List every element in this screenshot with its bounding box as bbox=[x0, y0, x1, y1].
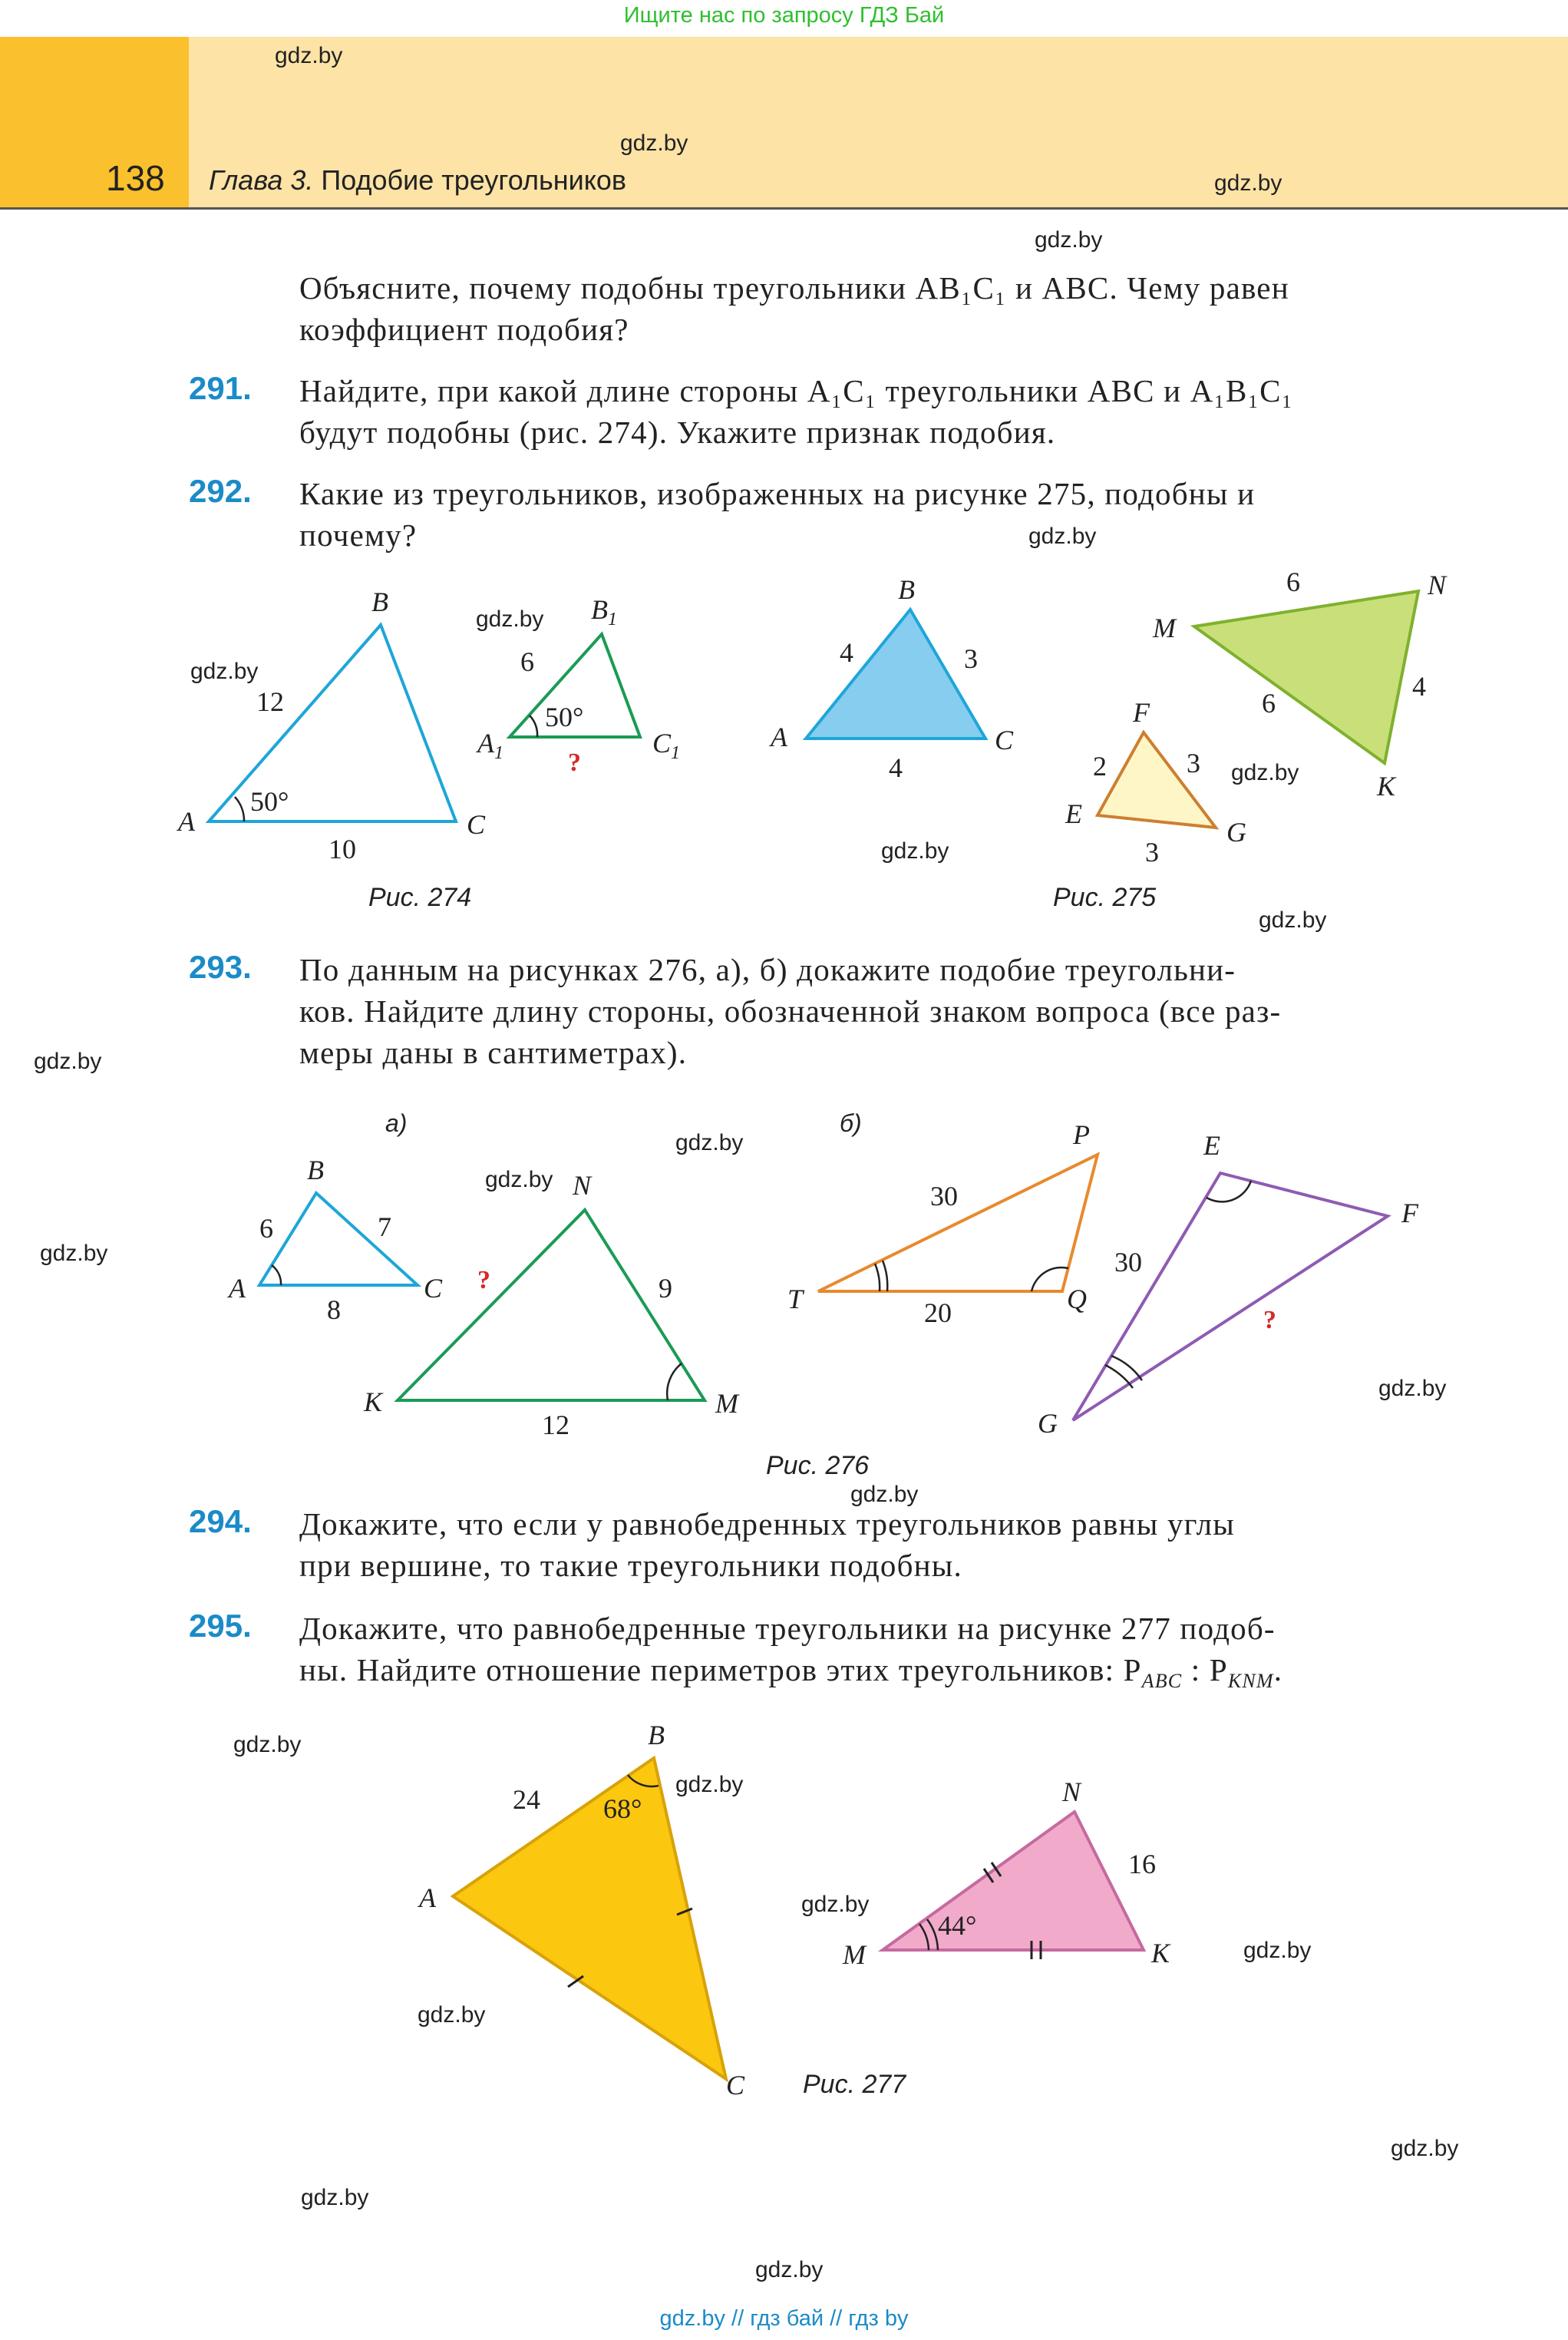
watermark: gdz.by bbox=[40, 1241, 108, 1266]
figure-caption: Рис. 277 bbox=[803, 2070, 906, 2099]
side-length: 16 bbox=[1128, 1849, 1156, 1879]
problem-number: 293. bbox=[189, 949, 252, 985]
chapter-heading bbox=[209, 164, 626, 197]
vertex-label: A bbox=[178, 806, 195, 837]
problem-line: будут подобны (рис. 274). Укажите признак подобия. bbox=[299, 415, 1056, 450]
watermark: gdz.by bbox=[1259, 907, 1327, 933]
problem-line: Найдите, при какой длине стороны A₁C₁ треугольники ABC и A₁B₁C₁ bbox=[299, 373, 1294, 408]
vertex-label: F bbox=[1133, 697, 1150, 728]
intro-paragraph bbox=[299, 267, 1451, 350]
watermark: gdz.by bbox=[418, 2002, 486, 2028]
angle-label: 50° bbox=[250, 786, 289, 817]
problem-line: Какие из треугольников, изображенных на рисунке 275, подобны и bbox=[299, 476, 1256, 511]
intro-line: Объясните, почему подобны треугольники AB₁C₁ и ABC. Чему равен bbox=[299, 270, 1289, 306]
intro-line: коэффициент подобия? bbox=[299, 312, 629, 347]
problem-line-part: ны. Найдите отношение периметров этих треугольников: P bbox=[299, 1652, 1142, 1687]
angle-arc bbox=[235, 797, 244, 821]
chapter-title: Подобие треугольников bbox=[321, 164, 627, 196]
vertex-label: $B_1$ bbox=[591, 594, 617, 630]
problem-line bbox=[299, 1649, 1451, 1702]
triangle-mnk-275 bbox=[1194, 591, 1418, 763]
subscript: ABC bbox=[1141, 1670, 1183, 1693]
side-length: 2 bbox=[1093, 751, 1107, 782]
watermark: gdz.by bbox=[801, 1892, 870, 1917]
vertex-label: P bbox=[1073, 1119, 1090, 1150]
page-number: 138 bbox=[106, 158, 165, 198]
vertex-label: M bbox=[715, 1388, 738, 1419]
watermark: gdz.by bbox=[675, 1130, 744, 1155]
side-length: 3 bbox=[964, 643, 978, 674]
triangle-abc-276a bbox=[259, 1193, 418, 1285]
watermark: gdz.by bbox=[233, 1732, 302, 1757]
watermark: gdz.by bbox=[485, 1167, 553, 1192]
subscript: KNM bbox=[1227, 1670, 1274, 1693]
vertex-label: B bbox=[648, 1720, 665, 1750]
problem-line: меры даны в сантиметрах). bbox=[299, 1035, 688, 1070]
vertex-label: K bbox=[364, 1386, 383, 1417]
unknown-mark: ? bbox=[568, 749, 581, 777]
watermark: gdz.by bbox=[850, 1482, 919, 1507]
triangle-knm-276a bbox=[398, 1210, 705, 1400]
figure-caption: Рис. 276 bbox=[766, 1451, 870, 1480]
angle-label: 68° bbox=[603, 1793, 642, 1824]
triangle-abc-277 bbox=[453, 1758, 726, 2079]
side-length: 6 bbox=[1286, 568, 1300, 597]
vertex-label: $C_1$ bbox=[652, 728, 681, 763]
watermark: gdz.by bbox=[476, 606, 544, 632]
problem-number: 292. bbox=[189, 473, 252, 509]
problem-line: Докажите, что равнобедренные треугольники на рисунке 277 подоб- bbox=[299, 1611, 1276, 1646]
watermark: gdz.by bbox=[1378, 1376, 1447, 1401]
vertex-label: T bbox=[787, 1284, 804, 1314]
side-length: 6 bbox=[520, 646, 534, 677]
figures-274-275 bbox=[0, 568, 1568, 929]
unknown-mark: ? bbox=[477, 1266, 490, 1294]
watermark: gdz.by bbox=[1243, 1938, 1312, 1963]
vertex-label: N bbox=[573, 1170, 592, 1201]
side-length: 3 bbox=[1145, 837, 1159, 868]
vertex-label: C bbox=[995, 725, 1014, 755]
vertex-label: B bbox=[307, 1155, 324, 1185]
watermark: gdz.by bbox=[620, 131, 688, 156]
angle-arc bbox=[883, 1261, 887, 1291]
subfigure-label: б) bbox=[840, 1109, 862, 1137]
figure-caption: Рис. 275 bbox=[1053, 883, 1157, 912]
problem-text bbox=[299, 1503, 1451, 1586]
vertex-label: C bbox=[467, 809, 486, 840]
watermark: gdz.by bbox=[881, 838, 949, 864]
bottom-links[interactable]: gdz.by // гдз бай // гдз by bbox=[659, 2306, 909, 2331]
figure-caption: Рис. 274 bbox=[368, 883, 472, 912]
side-length: 20 bbox=[924, 1297, 952, 1328]
side-length: 4 bbox=[840, 637, 853, 668]
angle-arc bbox=[667, 1363, 682, 1400]
problem-line: ков. Найдите длину стороны, обозначенной знаком вопроса (все раз- bbox=[299, 993, 1282, 1029]
side-length: 6 bbox=[259, 1213, 273, 1244]
unknown-mark: ? bbox=[1263, 1306, 1276, 1334]
vertex-label: N bbox=[1062, 1776, 1081, 1807]
vertex-label: A bbox=[771, 722, 787, 752]
problem-text bbox=[299, 949, 1451, 1073]
triangle-abc-274 bbox=[209, 625, 456, 821]
vertex-label: E bbox=[1065, 798, 1082, 829]
side-length: 3 bbox=[1187, 748, 1200, 778]
problem-number: 294. bbox=[189, 1503, 252, 1539]
watermark: gdz.by bbox=[1035, 227, 1103, 253]
watermark: gdz.by bbox=[1028, 524, 1097, 549]
side-length: 4 bbox=[889, 752, 903, 783]
side-length: 30 bbox=[1114, 1247, 1142, 1277]
figure-277 bbox=[0, 1712, 1568, 2111]
vertex-label: C bbox=[726, 2070, 745, 2100]
vertex-label: G bbox=[1226, 817, 1246, 848]
chapter-label: Глава 3. bbox=[209, 164, 314, 196]
angle-label: 44° bbox=[938, 1910, 977, 1941]
vertex-label: M bbox=[1153, 613, 1176, 643]
figure-276 bbox=[0, 1090, 1568, 1497]
watermark: gdz.by bbox=[1391, 2136, 1459, 2161]
watermark: gdz.by bbox=[1214, 170, 1282, 196]
vertex-label: M bbox=[843, 1939, 866, 1970]
header-divider bbox=[0, 207, 1568, 210]
problem-text bbox=[299, 1608, 1451, 1702]
vertex-label: G bbox=[1038, 1408, 1058, 1439]
watermark: gdz.by bbox=[34, 1049, 102, 1074]
side-length: 9 bbox=[659, 1273, 672, 1304]
vertex-label: A bbox=[229, 1273, 246, 1304]
vertex-label: F bbox=[1401, 1198, 1418, 1228]
angle-arc bbox=[530, 716, 537, 737]
vertex-label: K bbox=[1151, 1938, 1170, 1968]
side-length: 12 bbox=[542, 1410, 569, 1440]
vertex-label: $A_1$ bbox=[477, 728, 503, 763]
side-length: 10 bbox=[328, 834, 356, 864]
top-banner-text: Ищите нас по запросу ГДЗ Бай bbox=[623, 3, 945, 28]
watermark: gdz.by bbox=[190, 659, 259, 684]
problem-line: Докажите, что если у равнобедренных треугольников равны углы bbox=[299, 1506, 1235, 1542]
vertex-label: K bbox=[1377, 771, 1396, 801]
problem-line: при вершине, то такие треугольники подобны. bbox=[299, 1548, 962, 1583]
watermark: gdz.by bbox=[675, 1772, 744, 1797]
subfigure-label: а) bbox=[385, 1109, 408, 1137]
side-length: 4 bbox=[1412, 671, 1426, 702]
watermark: gdz.by bbox=[275, 43, 343, 68]
watermark: gdz.by bbox=[1231, 760, 1299, 785]
vertex-label: A bbox=[419, 1882, 436, 1913]
vertex-label: C bbox=[424, 1273, 443, 1304]
vertex-label: E bbox=[1203, 1130, 1220, 1161]
side-length: 7 bbox=[378, 1211, 391, 1242]
vertex-label: B bbox=[898, 574, 915, 605]
problem-line: почему? bbox=[299, 517, 418, 553]
triangle-tpq-276b bbox=[818, 1155, 1098, 1291]
problem-text bbox=[299, 473, 1451, 556]
problem-number: 295. bbox=[189, 1608, 252, 1644]
angle-arc bbox=[272, 1265, 281, 1285]
vertex-label: B bbox=[371, 587, 388, 617]
side-length: 24 bbox=[513, 1784, 540, 1815]
watermark: gdz.by bbox=[301, 2185, 369, 2210]
problem-text bbox=[299, 370, 1451, 453]
watermark: gdz.by bbox=[755, 2257, 824, 2282]
problem-line-part: . bbox=[1273, 1652, 1283, 1687]
problem-number: 291. bbox=[189, 370, 252, 406]
vertex-label: Q bbox=[1067, 1284, 1087, 1314]
side-length: 8 bbox=[327, 1294, 341, 1325]
side-length: 12 bbox=[256, 686, 284, 717]
triangle-efg-276b bbox=[1073, 1173, 1388, 1420]
vertex-label: N bbox=[1428, 570, 1447, 600]
side-length: 30 bbox=[930, 1181, 958, 1211]
problem-line: По данным на рисунках 276, а), б) докажите подобие треугольни- bbox=[299, 952, 1236, 987]
triangle-abc-275 bbox=[806, 610, 985, 739]
triangle-efg-275 bbox=[1098, 732, 1216, 828]
triangle-mnk-277 bbox=[883, 1812, 1144, 1950]
angle-arc bbox=[875, 1264, 880, 1291]
problem-line-part: : P bbox=[1182, 1652, 1228, 1687]
angle-label: 50° bbox=[545, 702, 584, 732]
side-length: 6 bbox=[1262, 688, 1276, 719]
